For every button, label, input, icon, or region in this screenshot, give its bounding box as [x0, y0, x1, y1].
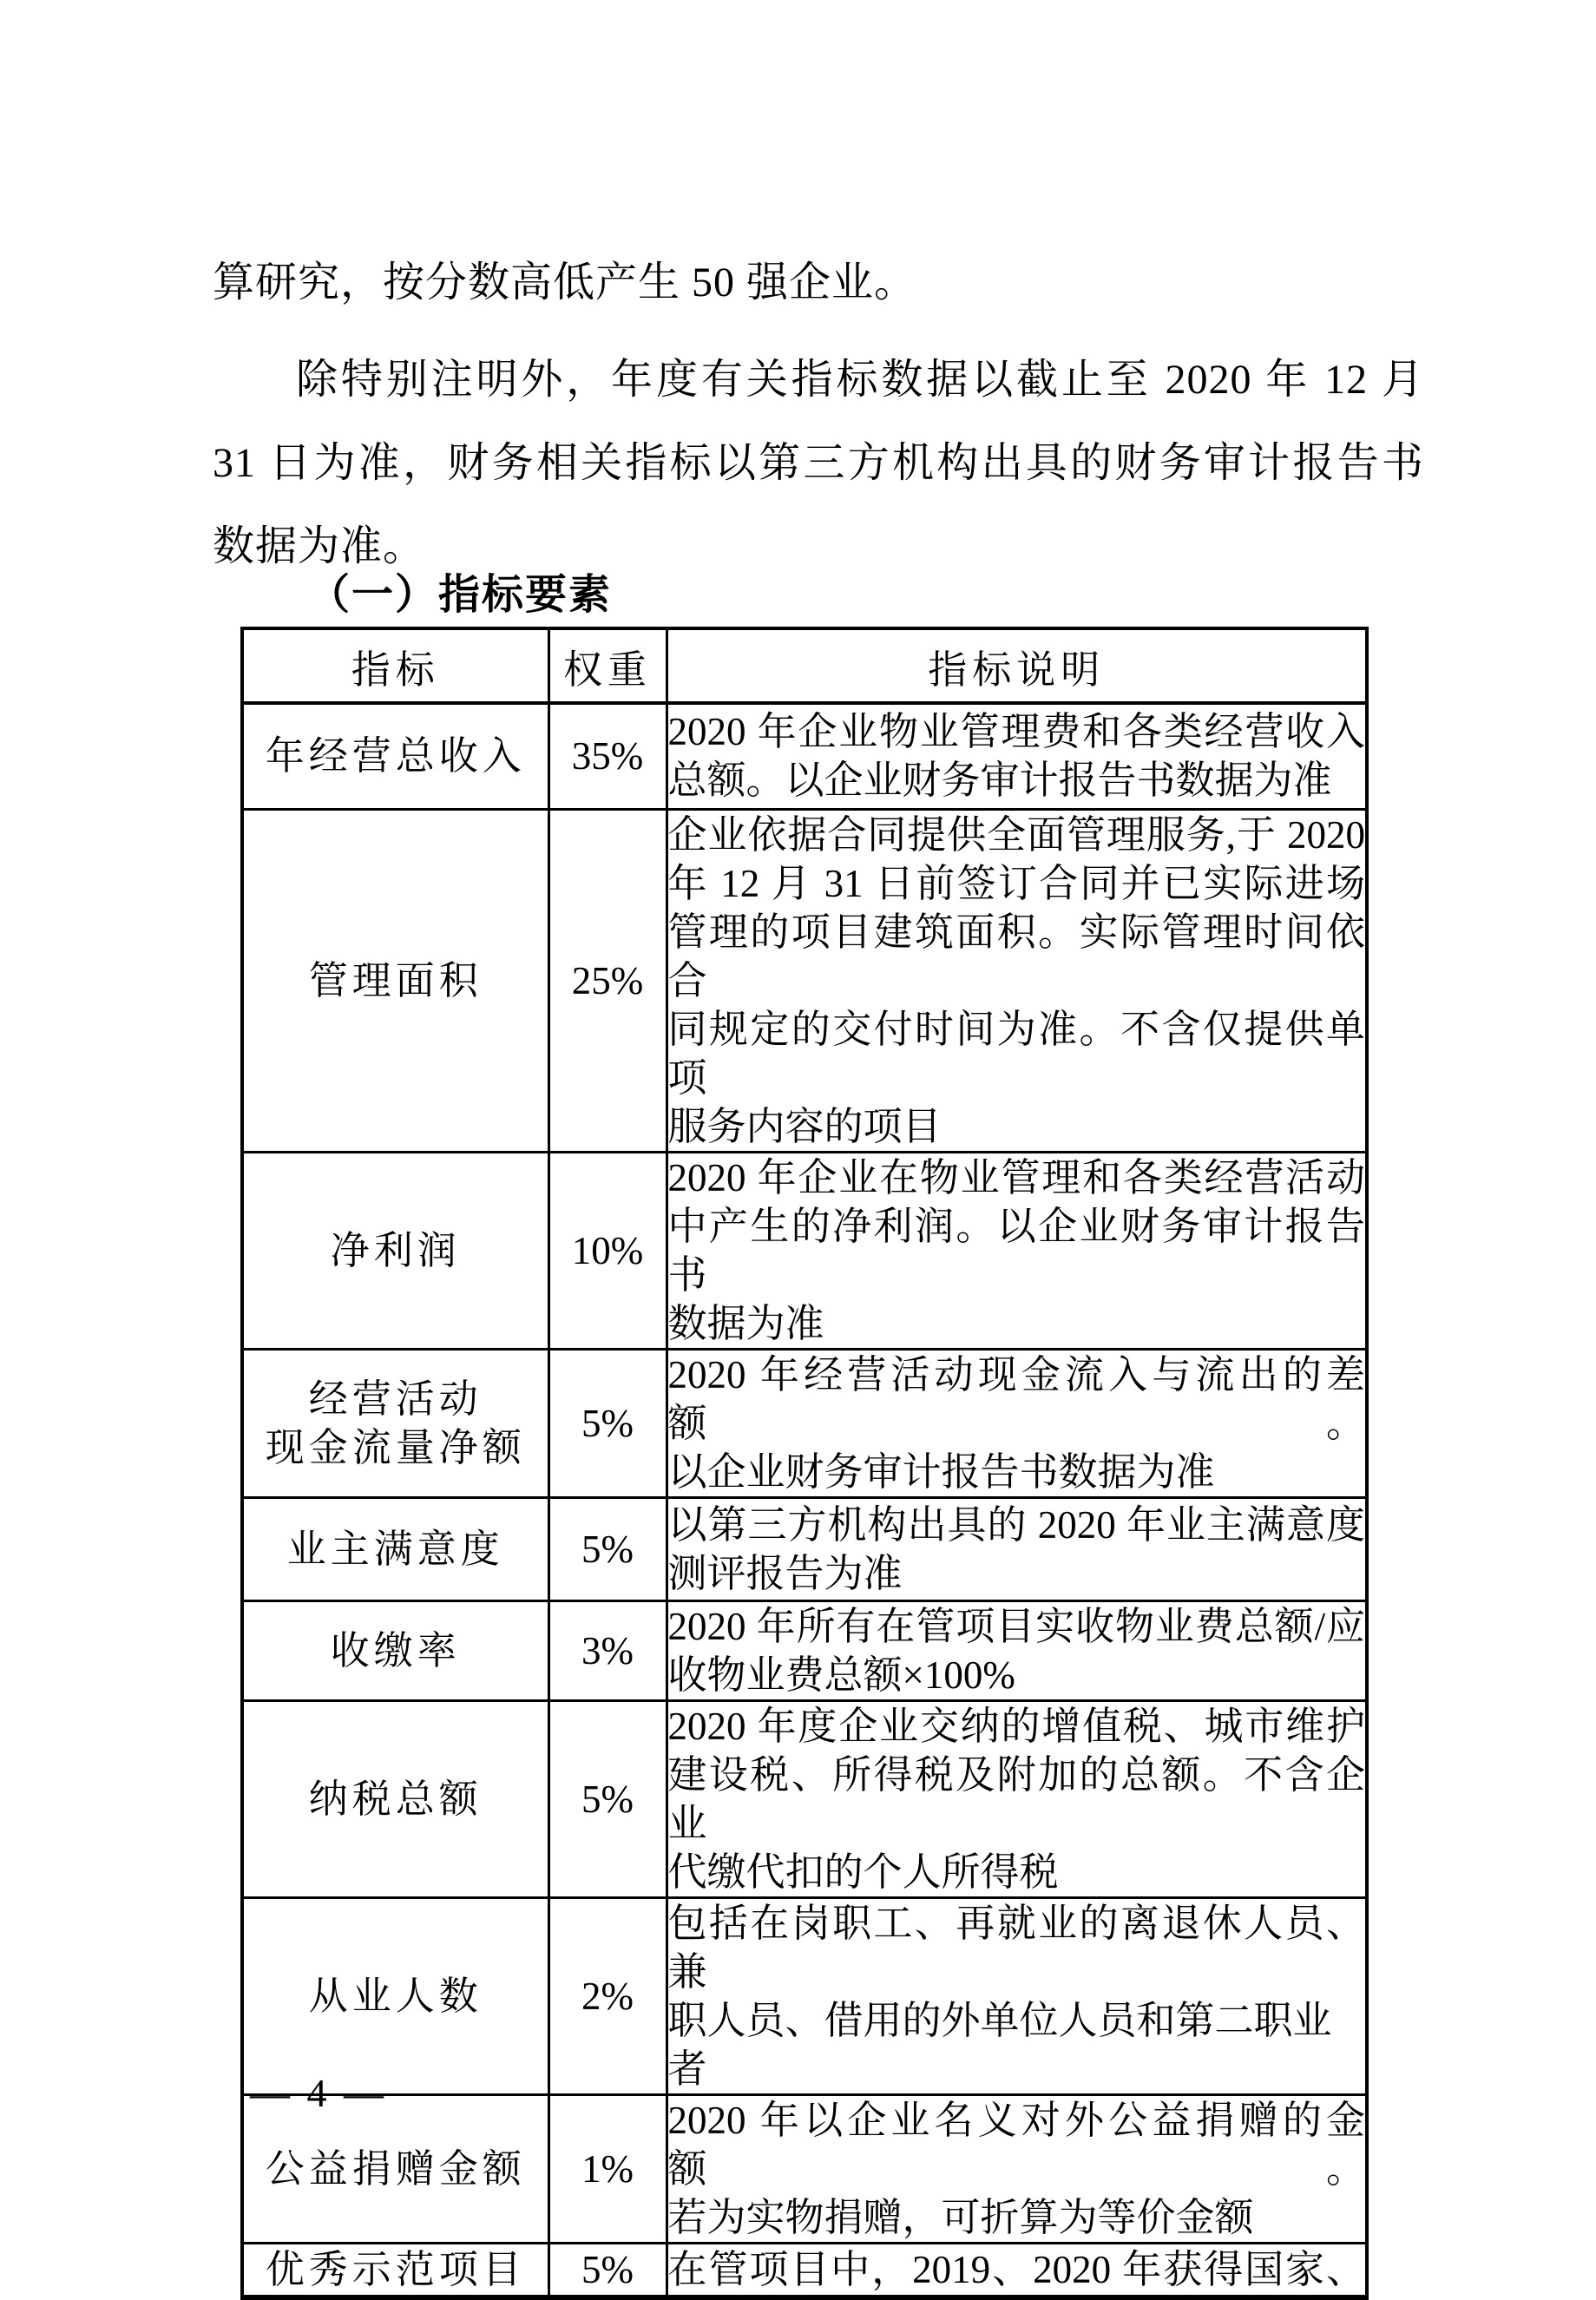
description-line: 总额。以企业财务审计报告书数据为准 [667, 759, 1332, 803]
indicator-cell [242, 1600, 548, 1700]
indicator-line: 从业人数 [308, 1974, 483, 2018]
description-line: 企业依据合同提供全面管理服务,于 2020 [667, 812, 1365, 857]
table-row [242, 1349, 1367, 1497]
table-row [242, 1897, 1367, 2094]
description-cell [667, 1700, 1367, 1897]
header-cell: 指标 [242, 628, 548, 703]
section-heading: （一）指标要素 [308, 572, 613, 618]
table-row [242, 1152, 1367, 1349]
weight-cell: 25% [548, 809, 667, 1152]
description-line: 管理的项目建筑面积。实际管理时间依合 [667, 910, 1365, 1002]
indicator-line: 年经营总收入 [265, 734, 526, 779]
indicator-line: 管理面积 [308, 958, 483, 1002]
description-line: 2020 年所有在管项目实收物业费总额/应 [667, 1604, 1365, 1648]
description-line: 数据为准 [667, 1301, 824, 1345]
table-row [242, 1700, 1367, 1897]
indicator-cell [242, 703, 548, 809]
description-cell [667, 2243, 1367, 2297]
indicator-line: 经营活动 [308, 1377, 483, 1421]
header-cell: 权重 [548, 628, 667, 703]
description-line: 以第三方机构出具的 2020 年业主满意度 [667, 1502, 1365, 1547]
weight-cell: 5% [548, 2243, 667, 2297]
indicator-line: 业主满意度 [286, 1527, 504, 1571]
description-line: 年 12 月 31 日前签订合同并已实际进场 [667, 861, 1365, 905]
indicator-cell [242, 1897, 548, 2094]
table-header-row [242, 628, 1367, 703]
description-line: 包括在岗职工、再就业的离退休人员、兼 [667, 1901, 1365, 1994]
table-row [242, 2094, 1367, 2243]
description-line: 收物业费总额×100% [667, 1653, 1015, 1697]
description-line: 测评报告为准 [667, 1551, 903, 1595]
weight-cell: 5% [548, 1349, 667, 1497]
indicator-cell [242, 809, 548, 1152]
description-cell [667, 703, 1367, 809]
description-line: 中产生的净利润。以企业财务审计报告书 [667, 1204, 1365, 1297]
table-row [242, 809, 1367, 1152]
weight-cell: 2% [548, 1897, 667, 2094]
header-cell: 指标说明 [667, 628, 1367, 703]
description-cell [667, 1349, 1367, 1497]
table-row [242, 1600, 1367, 1700]
paragraph-line: 除特别注明外，年度有关指标数据以截止至 2020 年 12 月 [296, 357, 1424, 403]
weight-cell: 1% [548, 2094, 667, 2243]
description-line: 代缴代扣的个人所得税 [667, 1850, 1059, 1894]
description-line: 2020 年经营活动现金流入与流出的差额。 [667, 1352, 1365, 1445]
indicator-line: 收缴率 [330, 1628, 461, 1672]
paragraph-line: 算研究，按分数高低产生 50 强企业。 [213, 260, 917, 306]
description-line: 建设税、所得税及附加的总额。不含企业 [667, 1752, 1365, 1845]
description-line: 2020 年企业在物业管理和各类经营活动 [667, 1155, 1365, 1199]
description-line: 若为实物捐赠，可折算为等价金额 [667, 2195, 1254, 2239]
description-cell [667, 1497, 1367, 1600]
table-row [242, 2243, 1367, 2297]
indicator-cell [242, 1349, 548, 1497]
indicator-line: 纳税总额 [308, 1777, 483, 1821]
weight-cell: 5% [548, 1700, 667, 1897]
table-body [242, 703, 1367, 2297]
description-cell [667, 1152, 1367, 1349]
description-cell [667, 2094, 1367, 2243]
indicator-line: 优秀示范项目 [265, 2247, 526, 2291]
indicator-line: 净利润 [330, 1228, 461, 1272]
weight-cell: 3% [548, 1600, 667, 1700]
description-cell [667, 1600, 1367, 1700]
description-line: 2020 年以企业名义对外公益捐赠的金额。 [667, 2098, 1365, 2191]
description-line: 2020 年度企业交纳的增值税、城市维护 [667, 1704, 1365, 1748]
description-line: 服务内容的项目 [667, 1104, 942, 1148]
page-number: — 4 — [250, 2071, 387, 2115]
weight-cell: 10% [548, 1152, 667, 1349]
description-line: 2020 年企业物业管理费和各类经营收入 [667, 710, 1365, 754]
description-line: 同规定的交付时间为准。不含仅提供单项 [667, 1007, 1365, 1100]
description-line: 职人员、借用的外单位人员和第二职业者 [667, 1998, 1332, 2091]
indicator-cell [242, 1497, 548, 1600]
weight-cell: 5% [548, 1497, 667, 1600]
table-row [242, 703, 1367, 809]
description-line: 以企业财务审计报告书数据为准 [667, 1449, 1215, 1494]
indicator-cell [242, 1152, 548, 1349]
weight-cell: 35% [548, 703, 667, 809]
indicator-cell [242, 1700, 548, 1897]
description-cell [667, 809, 1367, 1152]
description-line: 在管项目中，2019、2020 年获得国家、 [667, 2247, 1365, 2291]
table-row [242, 1497, 1367, 1600]
indicator-line: 公益捐赠金额 [265, 2146, 526, 2191]
description-cell [667, 1897, 1367, 2094]
indicator-line: 现金流量净额 [265, 1425, 526, 1469]
body-paragraphs [213, 257, 1424, 604]
indicator-cell [242, 2243, 548, 2297]
paragraph-line: 数据为准。 [213, 523, 426, 569]
indicator-table [240, 627, 1369, 2300]
paragraph-line: 31 日为准，财务相关指标以第三方机构出具的财务审计报告书 [213, 440, 1424, 486]
